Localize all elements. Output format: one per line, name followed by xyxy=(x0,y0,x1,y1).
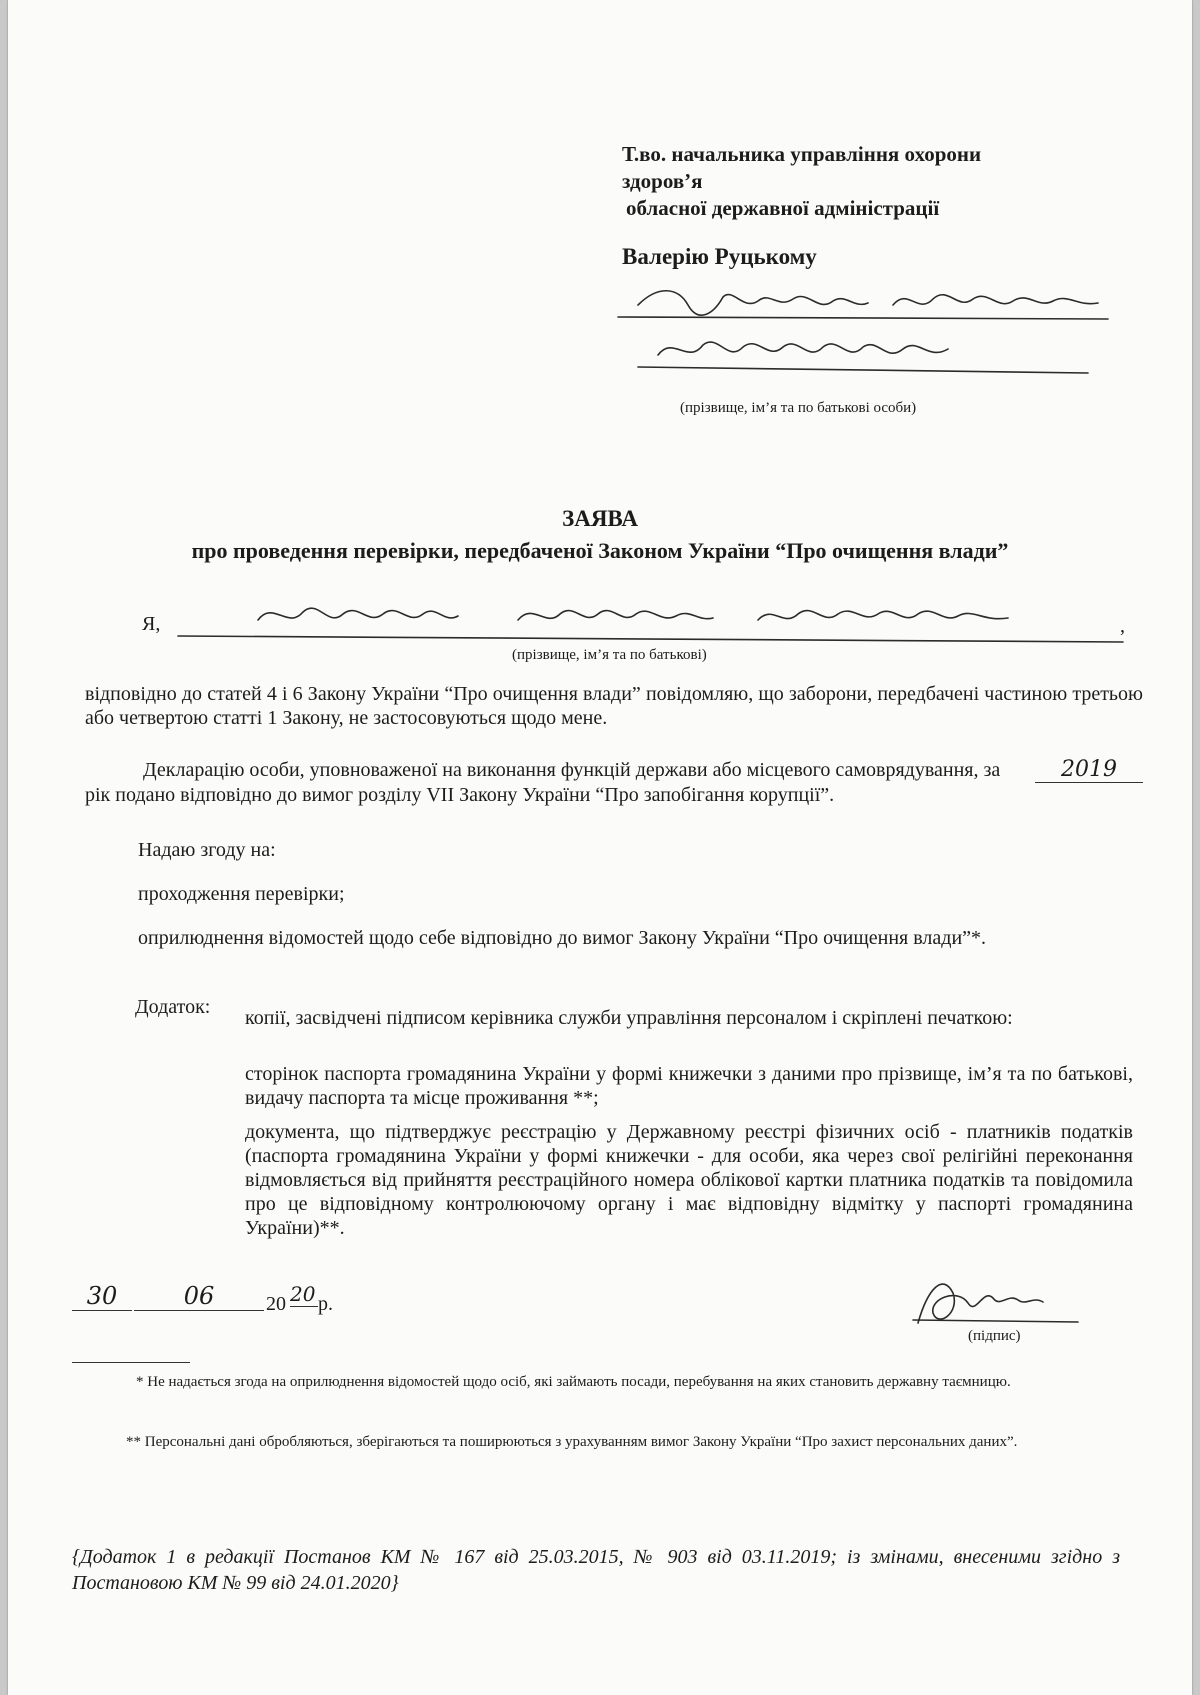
date-year-prefix: 20 xyxy=(266,1293,286,1315)
declaration-year: 2019 xyxy=(1035,758,1143,783)
consent-item-verification: проходження перевірки; xyxy=(138,883,345,905)
date-day: 30 xyxy=(72,1282,132,1311)
addressee-line-1: Т.во. начальника управління охорони xyxy=(622,142,982,166)
footnote-divider xyxy=(72,1362,190,1363)
applicant-caption: (прізвище, ім’я та по батькові) xyxy=(512,647,707,663)
document-page xyxy=(8,0,1192,1695)
addressee-line-2: здоров’я xyxy=(622,169,703,193)
addressee-line-3: обласної державної адміністрації xyxy=(626,196,940,220)
document-title: ЗАЯВА xyxy=(562,506,638,531)
footnote-2: ** Персональні дані обробляються, зберігаються та поширюються з урахуванням вимог Закону України “Про захист персональних даних”. xyxy=(126,1434,1018,1450)
attachment-item-passport: сторінок паспорта громадянина України у формі книжечки з даними про прізвище, ім’я та по батькові, видачу паспорта та місце проживання **; xyxy=(245,1063,1133,1109)
date-line xyxy=(72,1282,432,1318)
addressee-name: Валерію Руцькому xyxy=(622,244,817,269)
declaration-end: рік подано відповідно до вимог розділу VII Закону України “Про запобігання корупції”. xyxy=(85,784,835,806)
handwritten-applicant-name xyxy=(178,590,1128,650)
paragraph-statement: відповідно до статей 4 і 6 Закону України “Про очищення влади” повідомляю, що заборони, передбачені частиною третьою або четвертою статті 1 Закону, не застосовуються щодо мене. xyxy=(85,683,1143,729)
signature-caption: (підпис) xyxy=(968,1328,1021,1344)
addressee-block xyxy=(622,141,1102,222)
attachment-item-tax-registration: документа, що підтверджує реєстрацію у Державному реєстрі фізичних осіб - платників податків (паспорта громадянина України у формі книжечки - для особи, яка через свої релігійні переконання відмовляється від прийняття реєстраційного номера облікової картки платника податків та повідомила про це відповідному контролюючому органу і має відповідну відмітку у паспорті громадянина України)**. xyxy=(245,1121,1133,1239)
document-subtitle: про проведення перевірки, передбаченої Законом України “Про очищення влади” xyxy=(191,538,1009,563)
consent-heading: Надаю згоду на: xyxy=(138,839,276,861)
date-year-suffix: 20 xyxy=(290,1282,318,1307)
date-suffix: р. xyxy=(318,1293,333,1315)
applicant-comma: , xyxy=(1120,615,1125,637)
date-month: 06 xyxy=(134,1282,264,1311)
paragraph-declaration xyxy=(85,758,1143,807)
attachment-intro: копії, засвідчені підписом керівника служби управління персоналом і скріплені печаткою: xyxy=(245,1007,1013,1029)
addressee-caption: (прізвище, ім’я та по батькові особи) xyxy=(680,400,917,416)
footnote-1: * Не надається згода на оприлюднення відомостей щодо осіб, які займають посади, перебування на яких становить державну таємницю. xyxy=(136,1374,1011,1390)
edition-note: {Додаток 1 в редакції Постанов КМ № 167 від 25.03.2015, № 903 від 03.11.2019; із змінами, внесеними згідно з Постановою КМ № 99 від 24.01.2020} xyxy=(72,1546,1120,1594)
consent-item-publication: оприлюднення відомостей щодо себе відповідно до вимог Закону України “Про очищення влади”*. xyxy=(138,927,987,949)
declaration-start: Декларацію особи, уповноваженої на виконання функцій держави або місцевого самоврядування, за xyxy=(143,759,1001,781)
handwritten-name xyxy=(618,275,1118,385)
applicant-prefix: Я, xyxy=(142,613,161,635)
attachment-label: Додаток: xyxy=(135,996,211,1018)
